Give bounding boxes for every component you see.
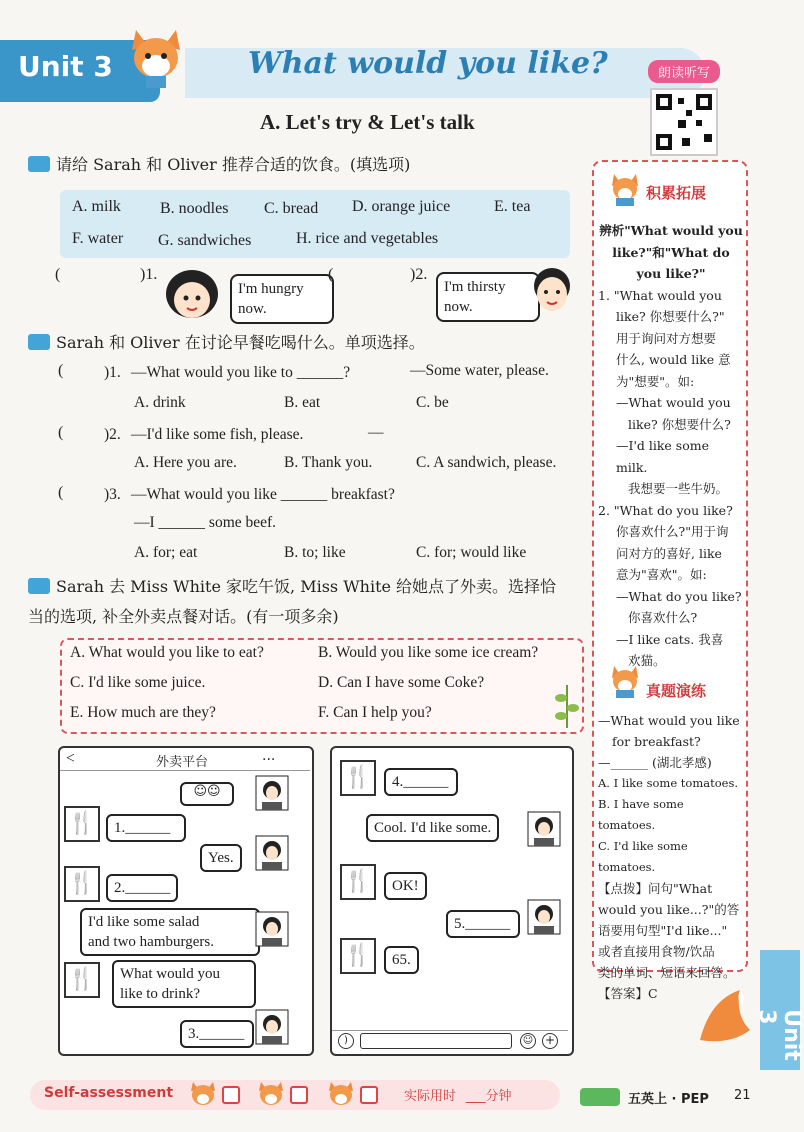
q1-option: E. tea bbox=[494, 198, 531, 215]
fork-knife-icon: 🍴 bbox=[340, 760, 376, 796]
q3-instruction: 当的选项, 补全外卖点餐对话。(有一项多余) bbox=[28, 607, 339, 626]
sb-line: 【点拨】问句"What bbox=[598, 881, 713, 896]
q3-option: D. Can I have some Coke? bbox=[318, 674, 485, 691]
sb-line: 问对方的喜好, like bbox=[616, 545, 722, 561]
sb-line: —What do you like? bbox=[616, 588, 742, 604]
q2-item-stem: —What would you like to ______? bbox=[131, 364, 351, 381]
more-icon[interactable]: ... bbox=[262, 748, 276, 764]
bubble-line: I'm hungry bbox=[238, 281, 304, 297]
page-title: What would you like? bbox=[248, 46, 608, 81]
sb-line: 什么, would like 意 bbox=[616, 352, 731, 367]
message-input[interactable] bbox=[360, 1033, 512, 1049]
sb-line: 【答案】C bbox=[598, 986, 658, 1001]
sb-line: 2. "What do you like? bbox=[598, 502, 733, 518]
sb-line: for breakfast? bbox=[612, 734, 701, 749]
sb-line: 意为"喜欢"。如: bbox=[616, 567, 707, 582]
sb-line: 用于询问对方想要 bbox=[616, 330, 717, 346]
fox-mascot-icon bbox=[128, 26, 184, 88]
q1-option: H. rice and vegetables bbox=[296, 230, 439, 247]
q1-item2-number: )2. bbox=[410, 266, 428, 283]
fox-face-icon bbox=[258, 1080, 284, 1106]
miss-white-avatar-icon bbox=[528, 812, 560, 846]
q2-choice-c: C. for; would like bbox=[416, 544, 527, 561]
answer-paren[interactable]: ( bbox=[55, 266, 61, 283]
chat-line: What would you bbox=[120, 966, 220, 982]
q2-item-number: )2. bbox=[104, 426, 121, 443]
q2-item-number: )1. bbox=[104, 364, 121, 381]
q2-item-number: )3. bbox=[104, 486, 121, 503]
sb-line: like? 你想要什么? bbox=[628, 416, 731, 432]
listen-badge: 朗读听写 bbox=[648, 60, 720, 83]
bubble-line: now. bbox=[238, 301, 267, 317]
miss-white-avatar-icon bbox=[256, 1010, 288, 1044]
q1-option: B. noodles bbox=[160, 200, 229, 217]
rating-checkbox[interactable] bbox=[290, 1086, 308, 1104]
miss-white-avatar-icon bbox=[528, 900, 560, 934]
sidebar-practice bbox=[598, 710, 744, 1004]
book-label: 五英上 · PEP bbox=[628, 1092, 709, 1107]
sb-line: like?"和"What do bbox=[612, 244, 730, 260]
chat-line: I'd like some salad bbox=[88, 914, 200, 930]
q2-choice-a: A. Here you are. bbox=[134, 454, 237, 471]
sb-line: 或者直接用食物/饮品 bbox=[598, 944, 715, 959]
plus-icon[interactable]: + bbox=[542, 1033, 558, 1049]
sb-line: —I'd like some milk. bbox=[616, 438, 709, 475]
sb-line: B. I have some tomatoes. bbox=[598, 797, 684, 832]
back-icon[interactable]: < bbox=[66, 750, 75, 767]
q1-option: F. water bbox=[72, 230, 124, 247]
sidebar-heading: 积累拓展 bbox=[646, 184, 707, 202]
q2-item-stem: —I'd like some fish, please. bbox=[131, 426, 304, 443]
q2-item-stem: —What would you like ______ breakfast? bbox=[131, 486, 395, 503]
sb-line: 欢猫。 bbox=[628, 653, 666, 668]
q2-choice-c: C. A sandwich, please. bbox=[416, 454, 557, 471]
answer-paren[interactable]: ( bbox=[58, 484, 64, 501]
chat-bubble-blank-3[interactable]: 3.______ bbox=[180, 1020, 254, 1048]
book-tag-icon bbox=[580, 1088, 620, 1106]
chat-bubble-salad bbox=[80, 908, 260, 956]
q3-option: C. I'd like some juice. bbox=[70, 674, 206, 691]
fork-knife-icon: 🍴 bbox=[340, 864, 376, 900]
sb-line: 我想要一些牛奶。 bbox=[628, 481, 729, 496]
time-label: 实际用时 bbox=[404, 1089, 457, 1104]
sb-line: 类的单词、短语来回答。 bbox=[598, 965, 736, 980]
q1-option: G. sandwiches bbox=[158, 232, 252, 249]
q1-option: D. orange juice bbox=[352, 198, 451, 215]
page-number: 21 bbox=[734, 1088, 751, 1103]
bubble-line: now. bbox=[444, 299, 473, 315]
time-unit[interactable]: ___分钟 bbox=[466, 1089, 512, 1104]
fox-face-icon bbox=[190, 1080, 216, 1106]
leaf-icon bbox=[552, 680, 582, 730]
chat-line: and two hamburgers. bbox=[88, 934, 214, 950]
q2-instruction: Sarah 和 Oliver 在讨论早餐吃喝什么。单项选择。 bbox=[56, 333, 425, 352]
chat-bubble-blank-4[interactable]: 4.______ bbox=[384, 768, 458, 796]
chat-bubble: Yes. bbox=[200, 844, 242, 872]
sarah-avatar-icon bbox=[162, 268, 222, 324]
q3-option: B. Would you like some ice cream? bbox=[318, 644, 539, 661]
miss-white-avatar-icon bbox=[256, 912, 288, 946]
sb-line: you like?" bbox=[636, 266, 706, 281]
chat-bubble-drink bbox=[112, 960, 256, 1008]
fork-knife-icon: 🍴 bbox=[340, 938, 376, 974]
q2-item-line2: —I ______ some beef. bbox=[134, 514, 277, 531]
q2-choice-c: C. be bbox=[416, 394, 449, 411]
fox-reading-icon bbox=[610, 172, 640, 206]
fork-knife-icon: 🍴 bbox=[64, 806, 100, 842]
sb-line: —What would you bbox=[616, 395, 731, 410]
answer-paren[interactable]: ( bbox=[58, 424, 64, 441]
sb-line: 辨析"What would you bbox=[599, 223, 743, 238]
chat-bubble: Cool. I'd like some. bbox=[366, 814, 499, 842]
unit-side-label: Unit 3 bbox=[753, 1009, 804, 1061]
sb-line: like? 你想要什么?" bbox=[616, 309, 725, 324]
chat-bubble: 65. bbox=[384, 946, 419, 974]
q2-item-reply: — bbox=[368, 424, 384, 441]
q1-option: A. milk bbox=[72, 198, 121, 215]
chat-bubble: OK! bbox=[384, 872, 427, 900]
miss-white-avatar-icon bbox=[256, 836, 288, 870]
voice-icon[interactable]: ) bbox=[338, 1033, 354, 1049]
sb-line: —I like cats. 我喜 bbox=[616, 631, 724, 647]
answer-paren[interactable]: ( bbox=[328, 266, 334, 283]
oliver-avatar-icon bbox=[530, 264, 574, 320]
fork-knife-icon: 🍴 bbox=[64, 962, 100, 998]
q1-item1-number: )1. bbox=[140, 266, 158, 283]
chat-line: like to drink? bbox=[120, 986, 200, 1002]
sidebar-body bbox=[598, 220, 744, 672]
q3-option: A. What would you like to eat? bbox=[70, 644, 264, 661]
rating-checkbox[interactable] bbox=[360, 1086, 378, 1104]
sb-line: —______ (湖北孝感) bbox=[598, 755, 712, 770]
q1-instruction: 请给 Sarah 和 Oliver 推荐合适的饮食。(填选项) bbox=[56, 155, 411, 174]
question-marker-icon bbox=[28, 156, 50, 172]
emoji-bubble: ☺☺ bbox=[180, 782, 234, 806]
q2-item-reply: —Some water, please. bbox=[410, 362, 549, 379]
fox-tail-icon bbox=[690, 980, 760, 1050]
q1-option: C. bread bbox=[264, 200, 319, 217]
speech-bubble-hungry bbox=[230, 274, 334, 324]
sb-line: C. I'd like some tomatoes. bbox=[598, 839, 688, 874]
chat-bubble-blank-2[interactable]: 2.______ bbox=[106, 874, 178, 902]
self-assessment-label: Self-assessment bbox=[44, 1085, 174, 1101]
rating-checkbox[interactable] bbox=[222, 1086, 240, 1104]
q2-choice-b: B. eat bbox=[284, 394, 321, 411]
sb-line: 你喜欢什么?"用于询 bbox=[616, 524, 729, 539]
sb-line: —What would you like bbox=[598, 713, 740, 728]
bubble-line: I'm thirsty bbox=[444, 279, 506, 295]
sb-line: 为"想要"。如: bbox=[616, 373, 695, 389]
phone-title: 外卖平台 bbox=[156, 755, 209, 770]
sb-line: would you like...?"的答 bbox=[598, 902, 740, 917]
fork-knife-icon: 🍴 bbox=[64, 866, 100, 902]
speech-bubble-thirsty bbox=[436, 272, 540, 322]
q2-choice-a: A. for; eat bbox=[134, 544, 198, 561]
chat-bubble-blank-1[interactable]: 1.______ bbox=[106, 814, 186, 842]
sidebar-heading: 真题演练 bbox=[646, 682, 707, 700]
q3-option: E. How much are they? bbox=[70, 704, 216, 721]
fox-practice-icon bbox=[610, 664, 640, 698]
fox-face-icon bbox=[328, 1080, 354, 1106]
q2-choice-a: A. drink bbox=[134, 394, 186, 411]
q3-instruction: Sarah 去 Miss White 家吃午饭, Miss White 给她点了外卖。选择恰 bbox=[56, 577, 557, 596]
unit-label: Unit 3 bbox=[18, 50, 113, 83]
question-marker-icon bbox=[28, 334, 50, 350]
q3-option: F. Can I help you? bbox=[318, 704, 432, 721]
q2-choice-b: B. to; like bbox=[284, 544, 346, 561]
qr-code-icon[interactable] bbox=[650, 88, 718, 156]
section-title: A. Let's try & Let's talk bbox=[260, 110, 475, 134]
q2-choice-b: B. Thank you. bbox=[284, 454, 373, 471]
sb-line: 语要用句型"I'd like..." bbox=[598, 923, 728, 938]
sb-line: 1. "What would you bbox=[598, 287, 722, 303]
sb-line: A. I like some tomatoes. bbox=[598, 776, 739, 790]
sb-line: 你喜欢什么? bbox=[628, 610, 698, 625]
question-marker-icon bbox=[28, 578, 50, 594]
answer-paren[interactable]: ( bbox=[58, 362, 64, 379]
emoji-icon[interactable]: ☺ bbox=[520, 1033, 536, 1049]
chat-bubble-blank-5[interactable]: 5.______ bbox=[446, 910, 520, 938]
miss-white-avatar-icon bbox=[256, 776, 288, 810]
